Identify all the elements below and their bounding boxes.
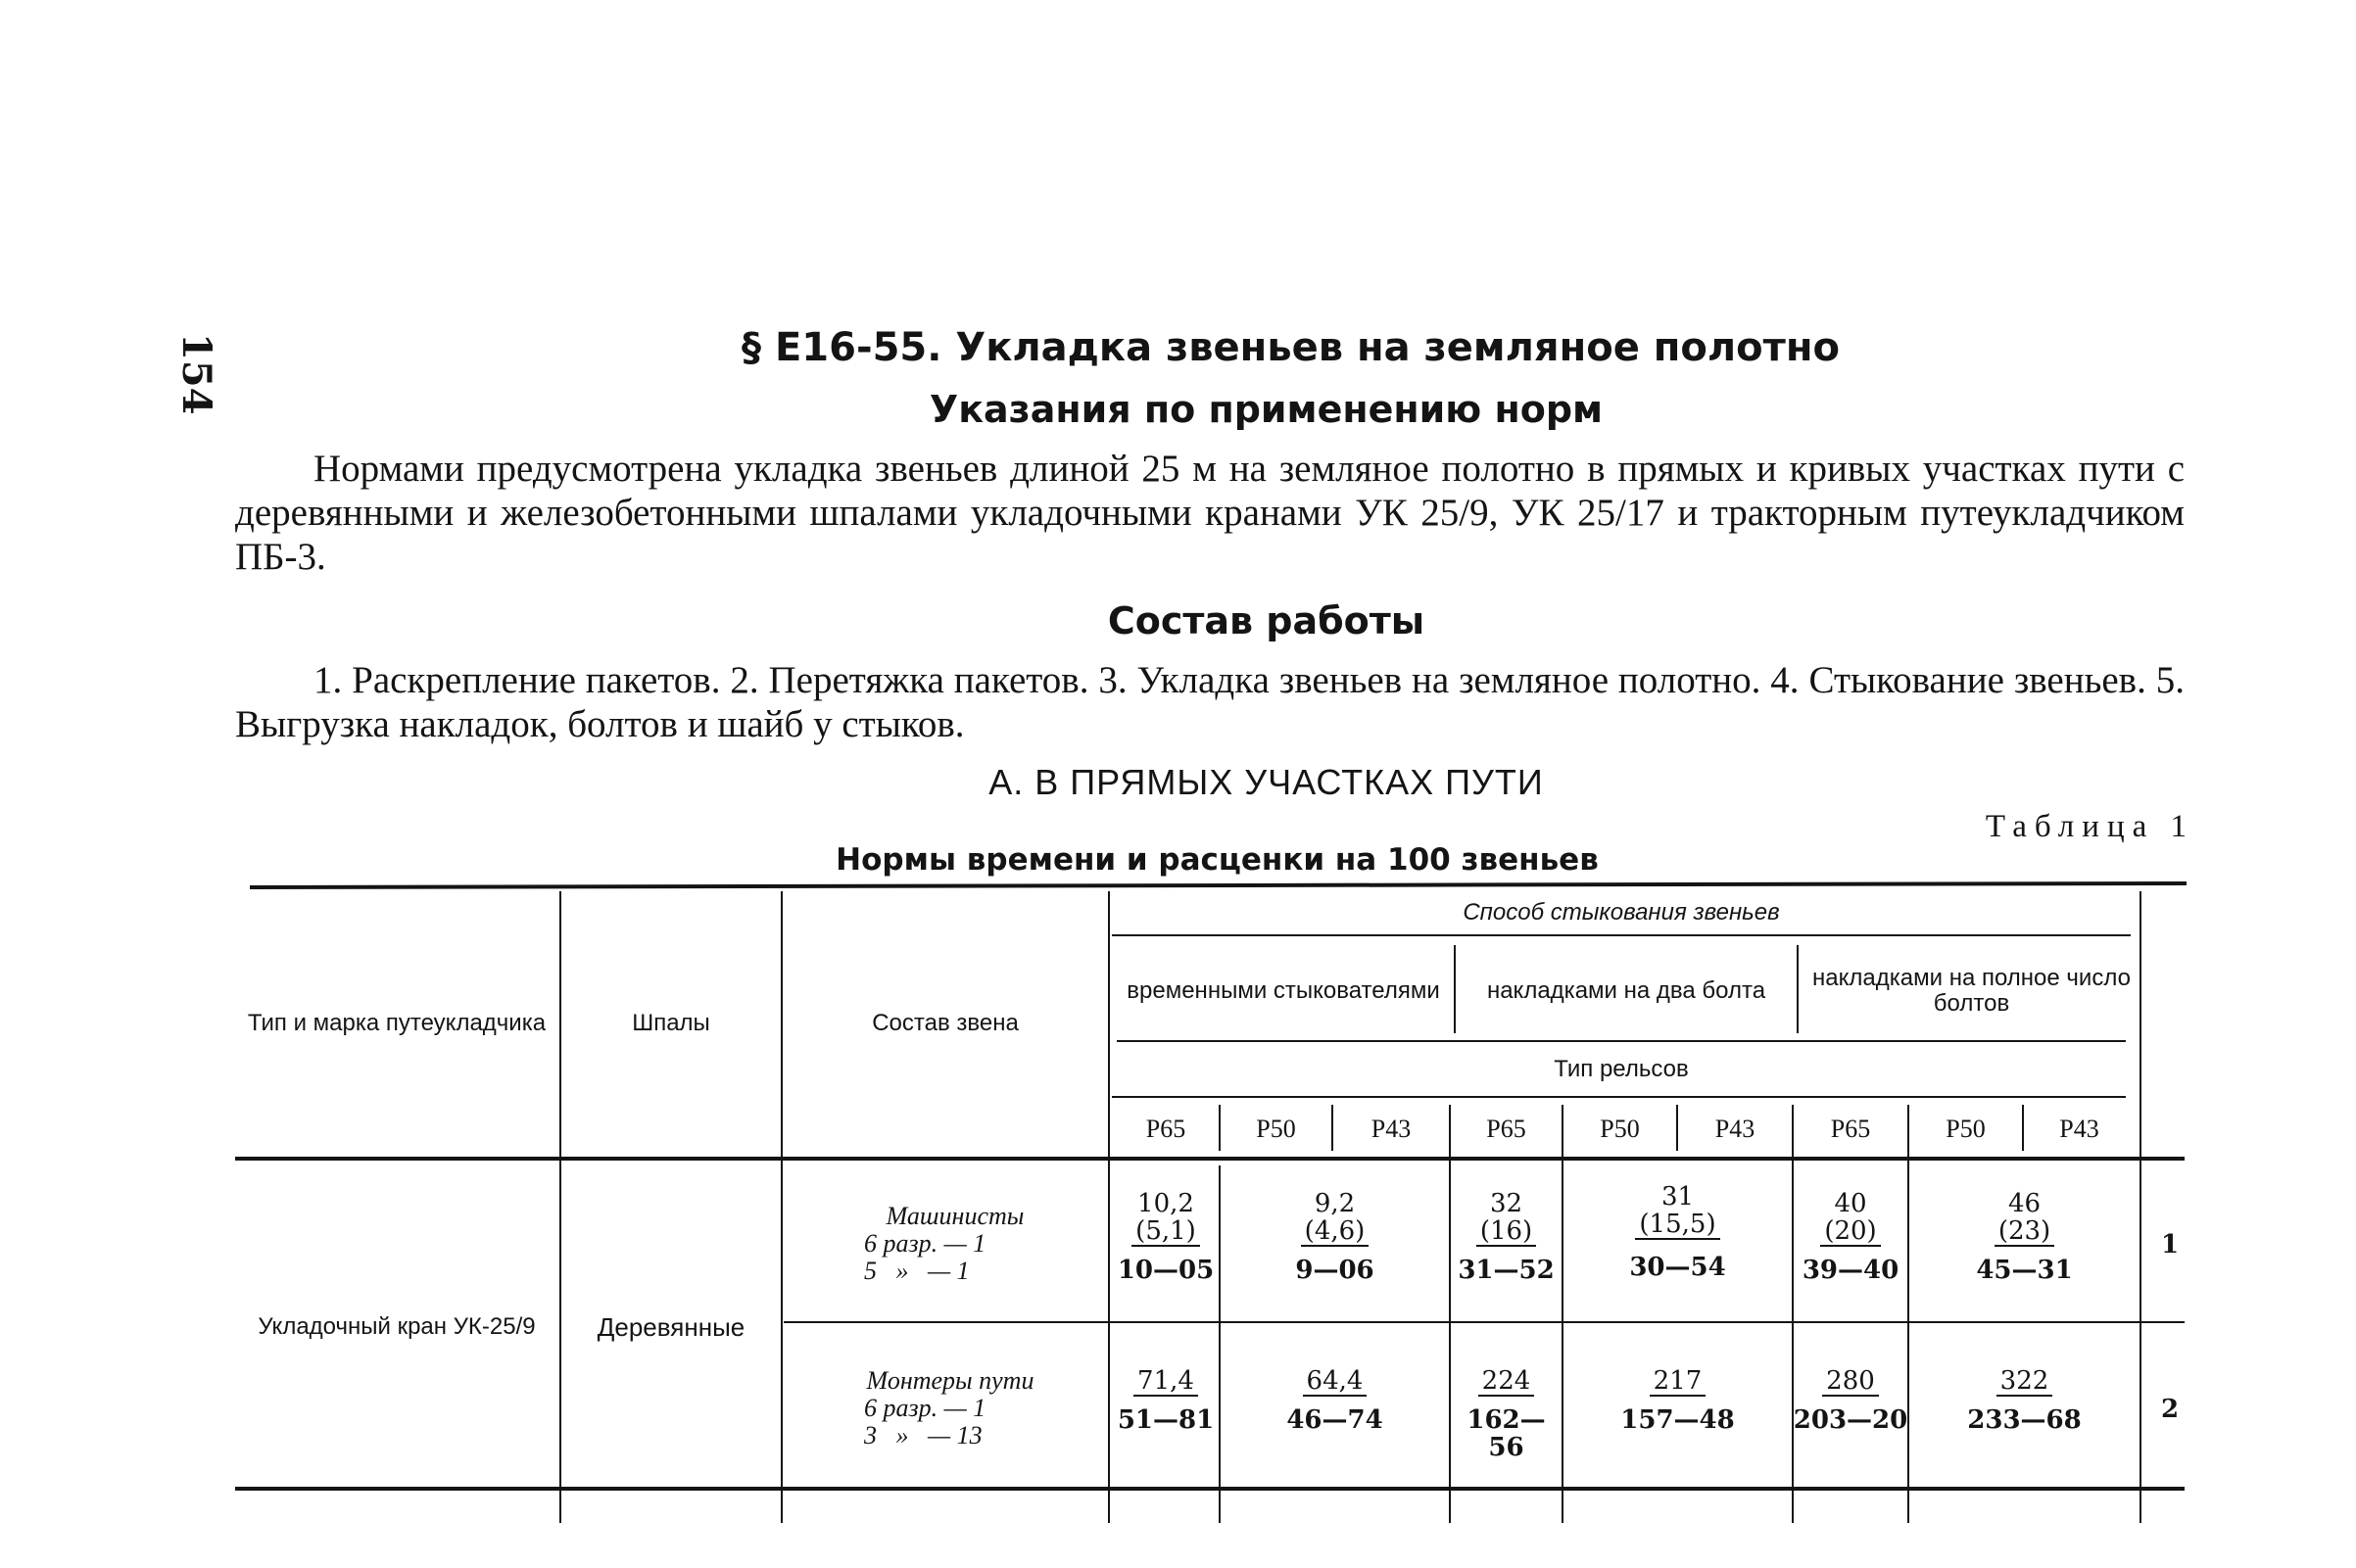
rail-type-label: Р65	[1145, 1115, 1186, 1143]
rail-type-label: Р65	[1486, 1115, 1526, 1143]
header-composition: Состав звена	[872, 1010, 1019, 1036]
row-number: 1	[2160, 1230, 2180, 1259]
norm-cell: 31 (15,5) 30—54	[1629, 1182, 1726, 1282]
norm-cell: 64,4 46—74	[1286, 1366, 1383, 1435]
norm-cell: 71,4 51—81	[1117, 1366, 1215, 1435]
crew-grade-line: 5 » — 1	[864, 1257, 970, 1285]
work-text: 1. Раскрепление пакетов. 2. Перетяжка пакетов. 3. Укладка звеньев на земляное полотно. 4. Стыкование звеньев. 5. Выгрузка накладок, болтов и шайб у стыков.	[235, 659, 2185, 745]
norm-cell: 46 (23) 45—31	[1976, 1189, 2073, 1285]
crew-role: Монтеры пути	[866, 1366, 1034, 1395]
header-machine-type: Тип и марка путеукладчика	[247, 1010, 547, 1036]
table-caption: Нормы времени и расценки на 100 звеньев	[836, 842, 1599, 878]
header-joint-method: Способ стыкования звеньев	[1463, 899, 1780, 926]
header-method-two-bolts: накладками на два болта	[1486, 977, 1766, 1004]
rail-type-label: Р43	[2059, 1115, 2099, 1143]
crew-grade-line: 6 разр. — 1	[864, 1394, 986, 1422]
sleeper-type: Деревянные	[597, 1312, 745, 1342]
section-title: § Е16-55. Укладка звеньев на земляное полотно	[742, 325, 1840, 370]
crew-grade-line: 3 » — 13	[864, 1421, 983, 1449]
crew-grade-line: 6 разр. — 1	[864, 1229, 986, 1258]
norm-cell: 217 157—48	[1620, 1366, 1735, 1435]
guidelines-heading: Указания по применению норм	[929, 388, 1604, 431]
crew-composition-row-1	[842, 1203, 1068, 1285]
header-rail-type: Тип рельсов	[1554, 1056, 1689, 1082]
norm-cell: 32 (16) 31—52	[1458, 1189, 1555, 1285]
rail-type-label: Р43	[1370, 1115, 1412, 1143]
norm-cell: 280 203—20	[1793, 1366, 1908, 1435]
row-number: 2	[2160, 1395, 2180, 1424]
rail-type-label: Р50	[1256, 1115, 1296, 1143]
work-heading: Состав работы	[1107, 599, 1425, 642]
crew-composition-row-2	[833, 1367, 1068, 1449]
page-number: 154	[173, 333, 219, 415]
subsection-heading: А. В ПРЯМЫХ УЧАСТКАХ ПУТИ	[988, 762, 1544, 802]
header-sleepers: Шпалы	[632, 1010, 710, 1036]
rail-type-label: Р43	[1714, 1115, 1755, 1143]
norm-cell: 10,2 (5,1) 10—05	[1117, 1189, 1215, 1285]
guidelines-text: Нормами предусмотрена укладка звеньев длиной 25 м на земляное полотно в прямых и кривых участках пути с деревянными и железобетонными шпалами укладочными кранами УК 25/9, УК 25/17 и тракторным путеукладчиком ПБ-3.	[235, 448, 2185, 578]
machine-name: Укладочный кран УК-25/9	[258, 1313, 536, 1340]
header-method-full-bolts: накладками на полное число болтов	[1812, 965, 2131, 1017]
crew-role: Машинисты	[886, 1202, 1025, 1230]
norm-cell: 322 233—68	[1967, 1366, 2082, 1435]
norm-cell: 9,2 (4,6) 9—06	[1295, 1189, 1374, 1285]
rail-type-label: Р65	[1830, 1115, 1871, 1143]
norm-cell: 224 162—56	[1466, 1366, 1546, 1462]
header-method-temporary: временными стыкователями	[1127, 977, 1440, 1004]
rail-type-label: Р50	[1600, 1115, 1640, 1143]
table-label: Таблица 1	[1985, 809, 2194, 844]
rail-type-label: Р50	[1946, 1115, 1986, 1143]
norm-cell: 40 (20) 39—40	[1802, 1189, 1899, 1285]
